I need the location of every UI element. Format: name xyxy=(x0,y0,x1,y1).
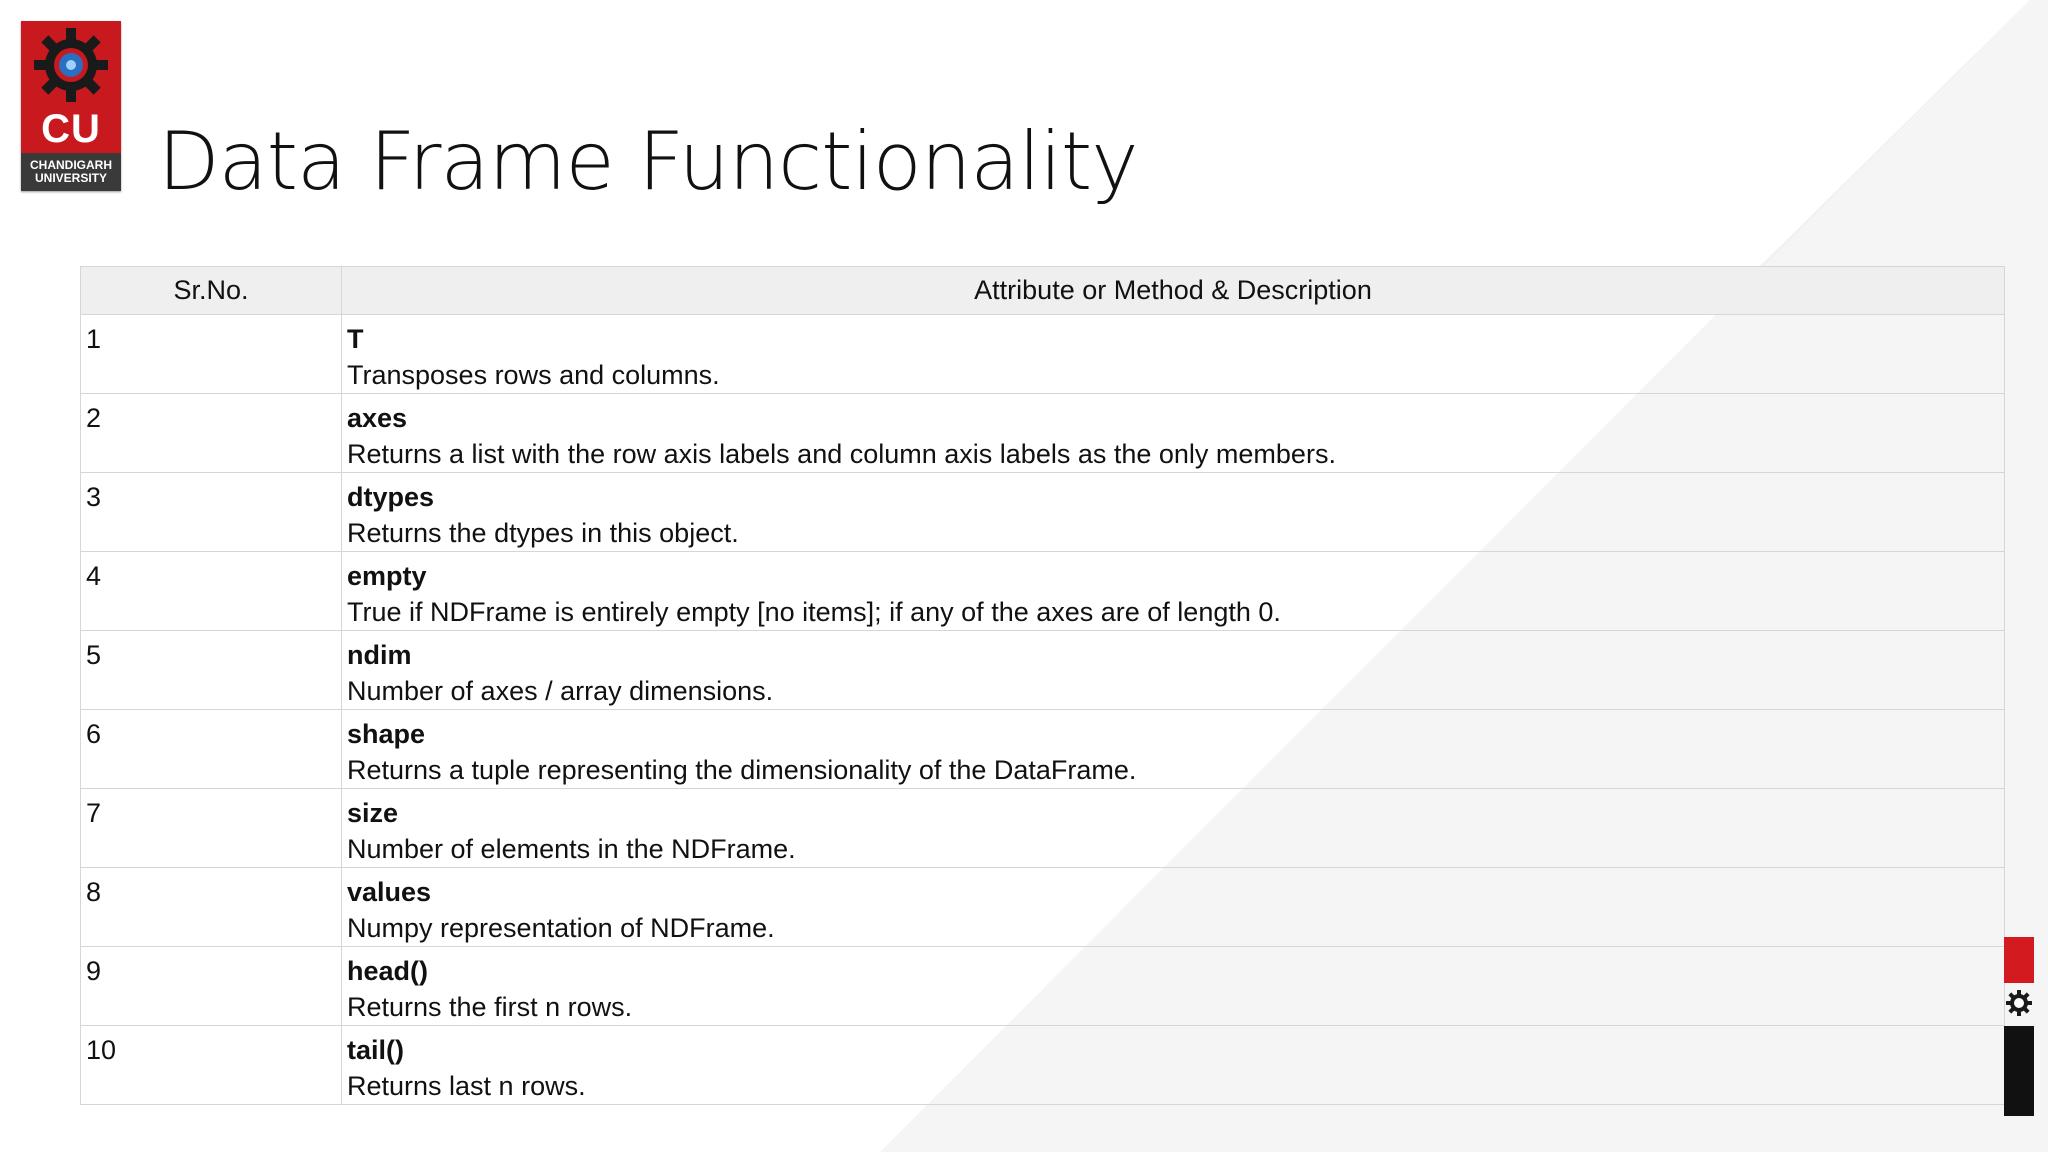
attribute-name: size xyxy=(347,798,399,828)
attribute-description: Transposes rows and columns. xyxy=(347,360,720,390)
attribute-name: shape xyxy=(347,719,426,749)
row-content xyxy=(342,710,2005,789)
row-number: 2 xyxy=(81,394,342,473)
attribute-description: Numpy representation of NDFrame. xyxy=(347,913,775,943)
side-accent-red xyxy=(2004,937,2034,983)
attribute-description: Number of elements in the NDFrame. xyxy=(347,834,796,864)
logo-line-1: CHANDIGARH xyxy=(30,158,112,172)
row-number: 4 xyxy=(81,552,342,631)
table-row xyxy=(81,315,2005,394)
attribute-name: empty xyxy=(347,561,427,591)
row-content xyxy=(342,552,2005,631)
attribute-description: Returns a list with the row axis labels and column axis labels as the only members. xyxy=(347,439,1336,469)
attribute-description: Number of axes / array dimensions. xyxy=(347,676,774,706)
attribute-description: Returns the first n rows. xyxy=(347,992,633,1022)
attribute-name: head() xyxy=(347,956,428,986)
table-row xyxy=(81,394,2005,473)
row-content xyxy=(342,1026,2005,1105)
slide-title: Data Frame Functionality xyxy=(158,115,1138,208)
functionality-table xyxy=(80,266,2005,1105)
table-row xyxy=(81,710,2005,789)
row-content xyxy=(342,315,2005,394)
attribute-name: axes xyxy=(347,403,408,433)
logo-line-2: UNIVERSITY xyxy=(34,171,107,185)
header-sr-no: Sr.No. xyxy=(81,267,342,315)
logo-university-name xyxy=(21,153,121,191)
attribute-name: tail() xyxy=(347,1035,404,1065)
row-number: 9 xyxy=(81,947,342,1026)
university-logo xyxy=(21,21,121,191)
attribute-name: dtypes xyxy=(347,482,435,512)
attribute-description: Returns last n rows. xyxy=(347,1071,586,1101)
row-number: 10 xyxy=(81,1026,342,1105)
row-number: 3 xyxy=(81,473,342,552)
row-content xyxy=(342,947,2005,1026)
table-row xyxy=(81,552,2005,631)
table-row xyxy=(81,789,2005,868)
attribute-description: True if NDFrame is entirely empty [no items]; if any of the axes are of length 0. xyxy=(347,597,1281,627)
row-number: 1 xyxy=(81,315,342,394)
attribute-description: Returns the dtypes in this object. xyxy=(347,518,739,548)
row-number: 6 xyxy=(81,710,342,789)
attribute-name: values xyxy=(347,877,432,907)
row-number: 8 xyxy=(81,868,342,947)
table-header-row xyxy=(81,267,2005,315)
row-content xyxy=(342,789,2005,868)
row-number: 7 xyxy=(81,789,342,868)
row-content xyxy=(342,631,2005,710)
attribute-name: T xyxy=(347,324,364,354)
side-accent-black xyxy=(2004,1026,2034,1116)
header-attribute-description: Attribute or Method & Description xyxy=(342,267,2005,315)
attribute-description: Returns a tuple representing the dimensionality of the DataFrame. xyxy=(347,755,1137,785)
row-content xyxy=(342,394,2005,473)
row-content xyxy=(342,473,2005,552)
row-content xyxy=(342,868,2005,947)
gear-emblem-icon xyxy=(21,21,121,111)
logo-mark: CU xyxy=(41,107,101,151)
table-row xyxy=(81,1026,2005,1105)
row-number: 5 xyxy=(81,631,342,710)
table-row xyxy=(81,868,2005,947)
table-row xyxy=(81,947,2005,1026)
table-row xyxy=(81,631,2005,710)
gear-icon xyxy=(2004,988,2034,1018)
attribute-name: ndim xyxy=(347,640,412,670)
table-row xyxy=(81,473,2005,552)
